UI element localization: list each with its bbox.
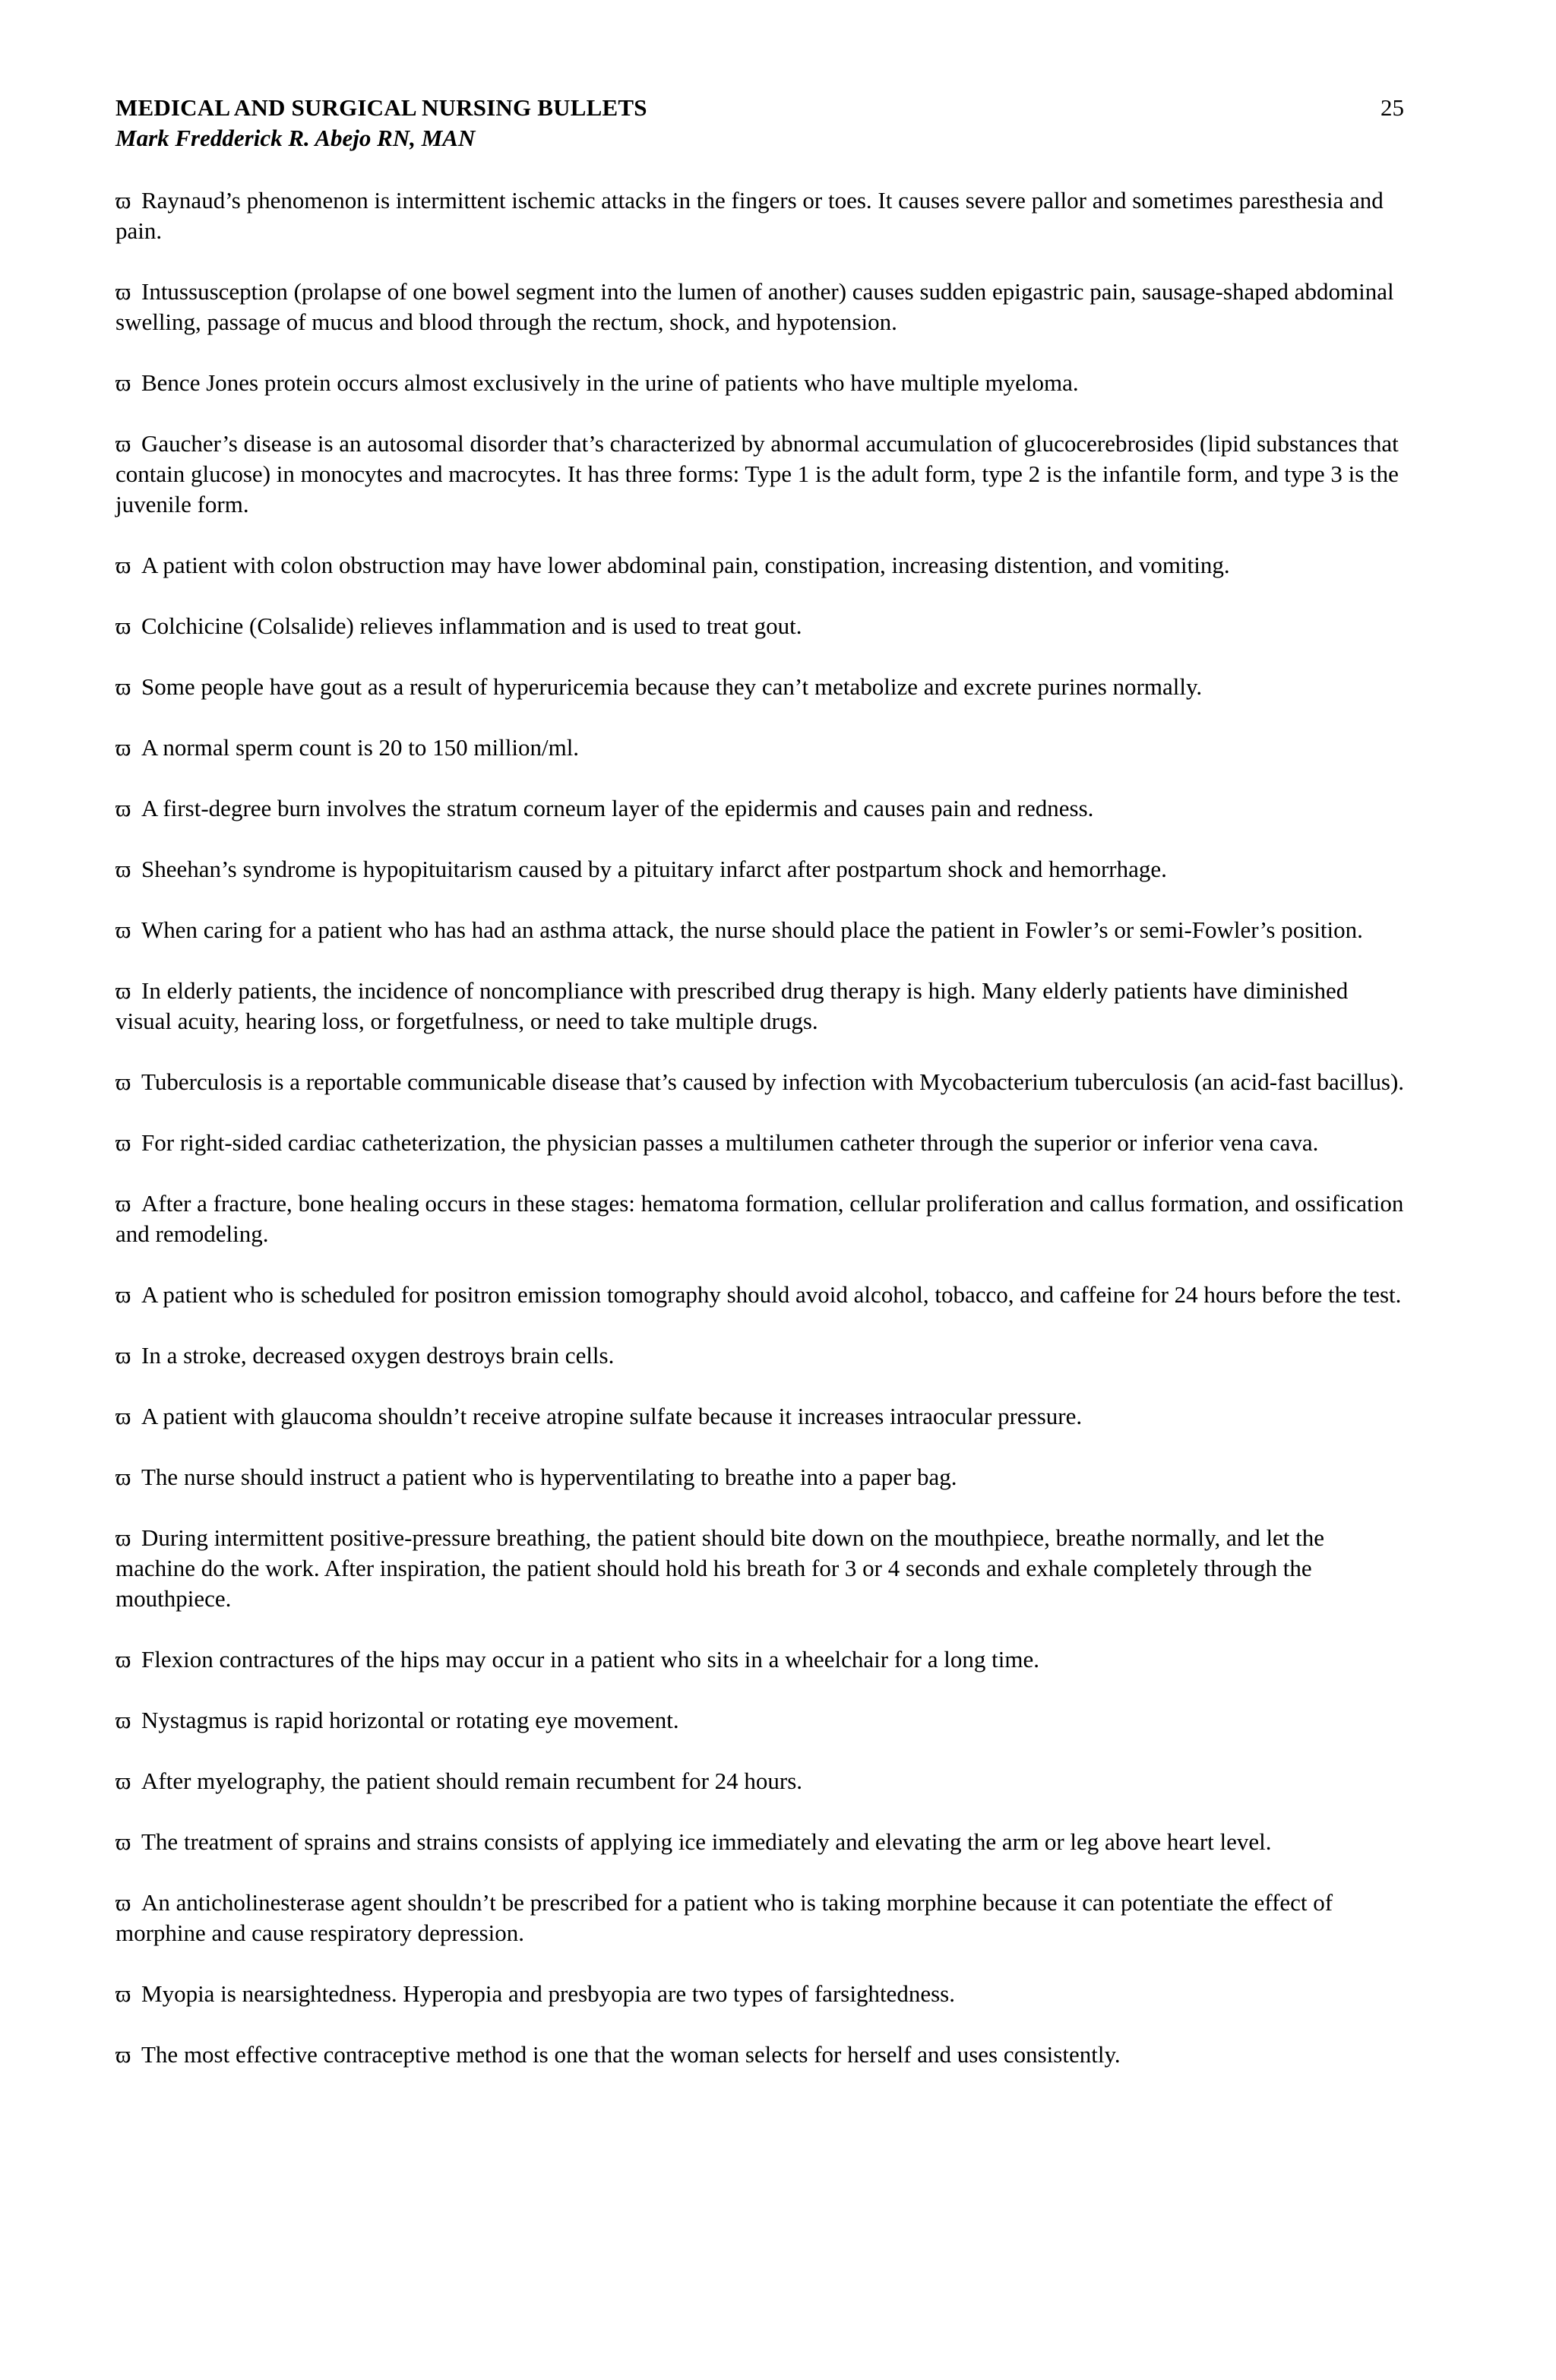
bullet-text: During intermittent positive-pressure breathing, the patient should bite down on the mouthpiece, breathe normally, and let the machine do the work. After inspiration, the patient should hold his breath for 3 or 4 seconds and exhale completely through the mouthpiece. — [115, 1524, 1325, 1612]
bullet-symbol-icon: ϖ — [115, 1889, 131, 1916]
bullet-text: Intussusception (prolapse of one bowel segment into the lumen of another) causes sudden epigastric pain, sausage-shaped abdominal swelling, passage of mucus and blood through the rectum, shock, and hypotension. — [115, 278, 1394, 335]
bullet-item — [115, 915, 1407, 945]
bullet-text: An anticholinesterase agent shouldn’t be prescribed for a patient who is taking morphine because it can potentiate the effect of morphine and cause respiratory depression. — [115, 1889, 1333, 1946]
bullet-symbol-icon: ϖ — [115, 1828, 131, 1855]
bullet-item — [115, 672, 1407, 702]
page-header — [115, 93, 1404, 153]
bullet-symbol-icon: ϖ — [115, 673, 131, 700]
bullet-symbol-icon: ϖ — [115, 1768, 131, 1794]
bullet-symbol-icon: ϖ — [115, 187, 131, 214]
bullet-item — [115, 1401, 1407, 1432]
bullet-symbol-icon: ϖ — [115, 977, 131, 1004]
bullet-symbol-icon: ϖ — [115, 369, 131, 396]
page-number: 25 — [1380, 94, 1404, 121]
document-author: Mark Fredderick R. Abejo RN, MAN — [115, 125, 476, 151]
bullet-symbol-icon: ϖ — [115, 1980, 131, 2007]
bullet-symbol-icon: ϖ — [115, 552, 131, 578]
bullet-item — [115, 1827, 1407, 1857]
bullet-symbol-icon: ϖ — [115, 1403, 131, 1429]
bullet-symbol-icon: ϖ — [115, 278, 131, 305]
bullet-text: Tuberculosis is a reportable communicable disease that’s caused by infection with Mycobacterium tuberculosis (an acid-fast bacillus). — [141, 1068, 1405, 1095]
bullet-item — [115, 1523, 1407, 1614]
bullet-item — [115, 1462, 1407, 1492]
bullet-item — [115, 429, 1407, 520]
bullet-text: For right-sided cardiac catheterization, the physician passes a multilumen catheter through the superior or inferior vena cava. — [141, 1129, 1319, 1156]
bullet-symbol-icon: ϖ — [115, 1646, 131, 1673]
bullet-text: Gaucher’s disease is an autosomal disorder that’s characterized by abnormal accumulation of glucocerebrosides (lipid substances that contain glucose) in monocytes and macrocytes. It has three forms: Type 1 is the adult form, type 2 is the infantile form, and type 3 is the juvenile form. — [115, 430, 1399, 517]
bullet-item — [115, 611, 1407, 641]
bullet-list — [115, 185, 1407, 2100]
bullet-symbol-icon: ϖ — [115, 1707, 131, 1733]
bullet-symbol-icon: ϖ — [115, 1129, 131, 1156]
bullet-item — [115, 1340, 1407, 1371]
document-title: MEDICAL AND SURGICAL NURSING BULLETS — [115, 94, 647, 121]
bullet-symbol-icon: ϖ — [115, 1281, 131, 1308]
bullet-text: A normal sperm count is 20 to 150 million/ml. — [141, 734, 580, 761]
bullet-symbol-icon: ϖ — [115, 916, 131, 943]
bullet-item — [115, 854, 1407, 885]
bullet-text: The nurse should instruct a patient who is hyperventilating to breathe into a paper bag. — [141, 1464, 957, 1490]
bullet-text: After myelography, the patient should remain recumbent for 24 hours. — [141, 1768, 803, 1794]
bullet-symbol-icon: ϖ — [115, 1342, 131, 1369]
bullet-symbol-icon: ϖ — [115, 795, 131, 821]
bullet-text: When caring for a patient who has had an asthma attack, the nurse should place the patient in Fowler’s or semi-Fowler’s position. — [141, 916, 1363, 943]
bullet-item — [115, 1280, 1407, 1310]
bullet-item — [115, 1766, 1407, 1796]
bullet-text: Nystagmus is rapid horizontal or rotating eye movement. — [141, 1707, 679, 1733]
bullet-text: In elderly patients, the incidence of noncompliance with prescribed drug therapy is high. Many elderly patients have diminished visual acuity, hearing loss, or forgetfulness, or need to take multiple drugs. — [115, 977, 1349, 1034]
bullet-symbol-icon: ϖ — [115, 734, 131, 761]
bullet-text: A patient with glaucoma shouldn’t receive atropine sulfate because it increases intraocular pressure. — [141, 1403, 1083, 1429]
bullet-item — [115, 976, 1407, 1037]
bullet-text: The treatment of sprains and strains consists of applying ice immediately and elevating the arm or leg above heart level. — [141, 1828, 1272, 1855]
bullet-symbol-icon: ϖ — [115, 1464, 131, 1490]
bullet-text: Sheehan’s syndrome is hypopituitarism caused by a pituitary infarct after postpartum shock and hemorrhage. — [141, 856, 1167, 882]
bullet-text: The most effective contraceptive method is one that the woman selects for herself and uses consistently. — [141, 2041, 1121, 2068]
bullet-text: A first-degree burn involves the stratum corneum layer of the epidermis and causes pain and redness. — [141, 795, 1094, 821]
bullet-item — [115, 1644, 1407, 1675]
bullet-text: Flexion contractures of the hips may occur in a patient who sits in a wheelchair for a long time. — [141, 1646, 1039, 1673]
bullet-item — [115, 1888, 1407, 1948]
bullet-text: Raynaud’s phenomenon is intermittent ischemic attacks in the fingers or toes. It causes severe pallor and sometimes paresthesia and pain. — [115, 187, 1384, 244]
bullet-item — [115, 368, 1407, 398]
bullet-text: After a fracture, bone healing occurs in these stages: hematoma formation, cellular proliferation and callus formation, and ossification and remodeling. — [115, 1190, 1404, 1247]
bullet-symbol-icon: ϖ — [115, 1068, 131, 1095]
bullet-symbol-icon: ϖ — [115, 1524, 131, 1551]
bullet-symbol-icon: ϖ — [115, 612, 131, 639]
bullet-item — [115, 550, 1407, 581]
bullet-item — [115, 1128, 1407, 1158]
bullet-item — [115, 793, 1407, 824]
bullet-text: A patient who is scheduled for positron emission tomography should avoid alcohol, tobacco, and caffeine for 24 hours before the test. — [141, 1281, 1402, 1308]
bullet-text: Some people have gout as a result of hyperuricemia because they can’t metabolize and excrete purines normally. — [141, 673, 1203, 700]
bullet-symbol-icon: ϖ — [115, 430, 131, 457]
bullet-symbol-icon: ϖ — [115, 1190, 131, 1217]
bullet-item — [115, 1979, 1407, 2009]
bullet-item — [115, 277, 1407, 337]
bullet-text: In a stroke, decreased oxygen destroys brain cells. — [141, 1342, 615, 1369]
bullet-text: Bence Jones protein occurs almost exclusively in the urine of patients who have multiple myeloma. — [141, 369, 1079, 396]
bullet-item — [115, 185, 1407, 246]
bullet-symbol-icon: ϖ — [115, 856, 131, 882]
bullet-symbol-icon: ϖ — [115, 2041, 131, 2068]
bullet-item — [115, 1705, 1407, 1736]
bullet-item — [115, 2040, 1407, 2070]
bullet-text: Myopia is nearsightedness. Hyperopia and presbyopia are two types of farsightedness. — [141, 1980, 955, 2007]
bullet-item — [115, 1067, 1407, 1097]
bullet-text: A patient with colon obstruction may have lower abdominal pain, constipation, increasing distention, and vomiting. — [141, 552, 1230, 578]
bullet-text: Colchicine (Colsalide) relieves inflammation and is used to treat gout. — [141, 612, 802, 639]
bullet-item — [115, 733, 1407, 763]
bullet-item — [115, 1188, 1407, 1249]
